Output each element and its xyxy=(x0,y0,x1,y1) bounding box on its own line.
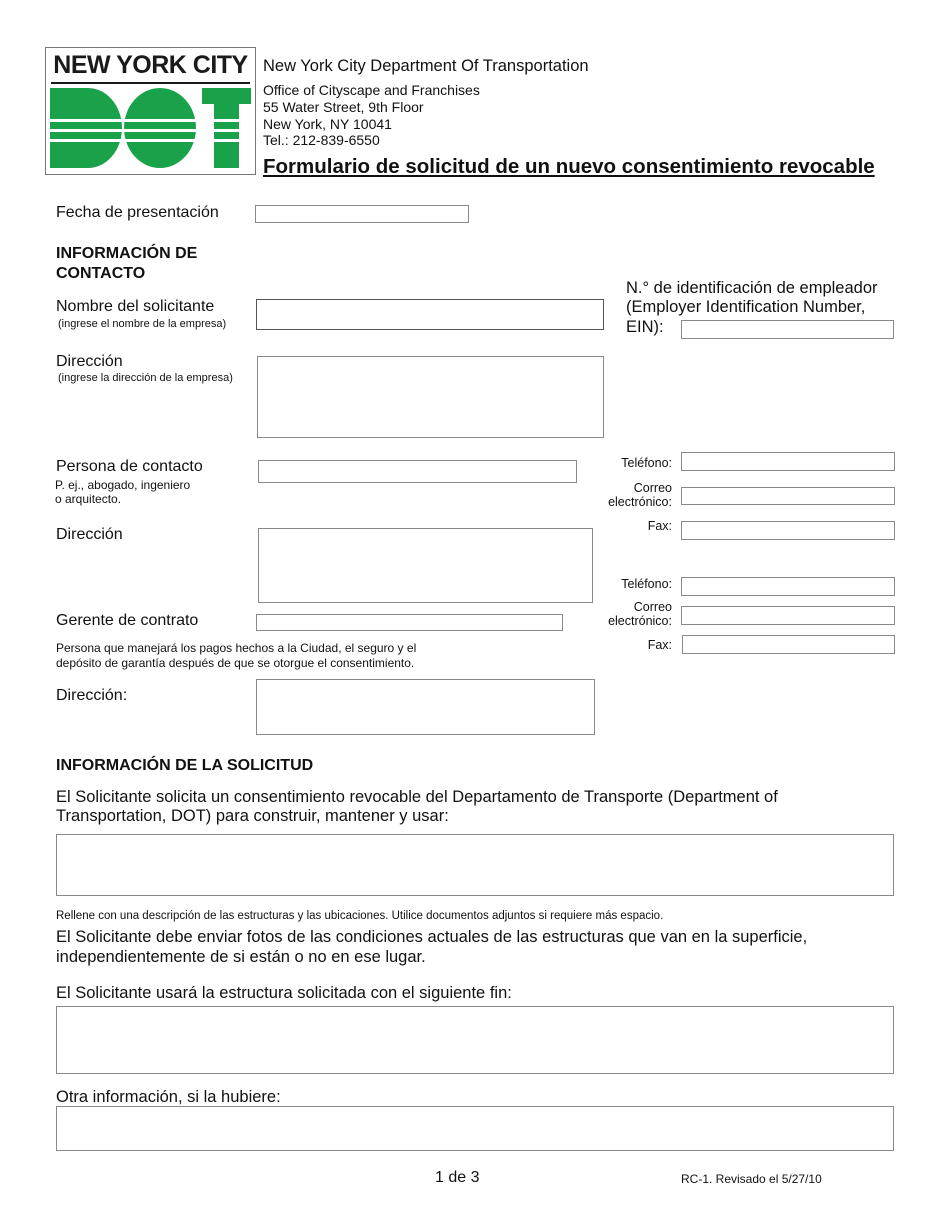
applicant-label: Nombre del solicitante xyxy=(56,298,215,315)
other-info-field[interactable] xyxy=(56,1106,894,1151)
form-title: Formulario de solicitud de un nuevo consentimiento revocable xyxy=(263,155,875,178)
request-heading: INFORMACIÓN DE LA SOLICITUD xyxy=(56,757,314,774)
office-city: New York, NY 10041 xyxy=(263,116,392,132)
manager-fax-label: Fax: xyxy=(647,638,672,652)
contact-address-field[interactable] xyxy=(258,528,593,603)
office-street: 55 Water Street, 9th Floor xyxy=(263,99,424,115)
manager-address-label: Dirección: xyxy=(56,687,128,704)
contact-heading-line1: INFORMACIÓN DE xyxy=(56,245,198,262)
manager-phone-field[interactable] xyxy=(681,577,895,596)
other-info-label: Otra información, si la hubiere: xyxy=(56,1088,281,1106)
contact-fax-label: Fax: xyxy=(647,519,672,533)
nyc-dot-logo xyxy=(45,47,256,175)
office-name: Office of Cityscape and Franchises xyxy=(263,82,480,98)
page-number: 1 de 3 xyxy=(435,1169,480,1186)
date-field[interactable] xyxy=(255,205,469,223)
manager-hint-line2: depósito de garantía después de que se otorgue el consentimiento. xyxy=(56,656,415,670)
address-hint: (ingrese la dirección de la empresa) xyxy=(58,372,233,384)
contact-phone-label: Teléfono: xyxy=(621,456,672,470)
photos-text-line1: El Solicitante debe enviar fotos de las condiciones actuales de las estructuras que van en la superficie, xyxy=(56,928,808,946)
ein-field[interactable] xyxy=(681,320,894,339)
contact-heading-line2: CONTACTO xyxy=(56,265,146,282)
manager-email-label-line1: Correo xyxy=(633,600,672,614)
applicant-name-field[interactable] xyxy=(256,299,604,330)
photos-text-line2: independientemente de si están o no en ese lugar. xyxy=(56,948,426,966)
logo-city-text: NEW YORK CITY xyxy=(53,51,248,79)
ein-label-line3: EIN): xyxy=(626,318,664,336)
manager-fax-field[interactable] xyxy=(682,635,895,654)
contact-fax-field[interactable] xyxy=(681,521,895,540)
contact-person-field[interactable] xyxy=(258,460,577,483)
request-description-field[interactable] xyxy=(56,834,894,896)
contact-email-label-line2: electrónico: xyxy=(608,495,672,509)
request-hint: Rellene con una descripción de las estructuras y las ubicaciones. Utilice documentos adjuntos si requiere más espacio. xyxy=(56,910,664,922)
logo-rule xyxy=(51,82,250,84)
applicant-address-field[interactable] xyxy=(257,356,604,438)
applicant-hint: (ingrese el nombre de la empresa) xyxy=(58,318,227,330)
purpose-field[interactable] xyxy=(56,1006,894,1074)
contact-person-label: Persona de contacto xyxy=(56,458,203,475)
revision-note: RC-1. Revisado el 5/27/10 xyxy=(681,1172,822,1186)
logo-dot-graphic xyxy=(50,88,251,168)
contact-person-hint-line1: P. ej., abogado, ingeniero xyxy=(55,478,191,492)
contact-address-label: Dirección xyxy=(56,526,123,543)
manager-hint-line1: Persona que manejará los pagos hechos a la Ciudad, el seguro y el xyxy=(56,641,417,655)
department-name: New York City Department Of Transportation xyxy=(263,57,589,75)
manager-email-field[interactable] xyxy=(681,606,895,625)
contact-email-field[interactable] xyxy=(681,487,895,505)
address-label: Dirección xyxy=(56,353,123,370)
contact-email-label-line1: Correo xyxy=(633,481,672,495)
purpose-label: El Solicitante usará la estructura solicitada con el siguiente fin: xyxy=(56,984,512,1002)
manager-label: Gerente de contrato xyxy=(56,612,199,629)
manager-email-label-line2: electrónico: xyxy=(608,614,672,628)
manager-field[interactable] xyxy=(256,614,563,631)
request-text-line1: El Solicitante solicita un consentimiento revocable del Departamento de Transporte (Department of xyxy=(56,788,778,806)
contact-person-hint-line2: o arquitecto. xyxy=(55,492,122,506)
manager-phone-label: Teléfono: xyxy=(621,577,672,591)
office-phone: Tel.: 212-839-6550 xyxy=(263,132,380,148)
ein-label-line1: N.° de identificación de empleador xyxy=(626,279,878,297)
logo-dot-text: DOT xyxy=(148,166,152,167)
contact-phone-field[interactable] xyxy=(681,452,895,471)
ein-label-line2: (Employer Identification Number, xyxy=(626,298,866,316)
manager-address-field[interactable] xyxy=(256,679,595,735)
request-text-line2: Transportation, DOT) para construir, mantener y usar: xyxy=(56,807,449,825)
date-label: Fecha de presentación xyxy=(56,204,219,221)
